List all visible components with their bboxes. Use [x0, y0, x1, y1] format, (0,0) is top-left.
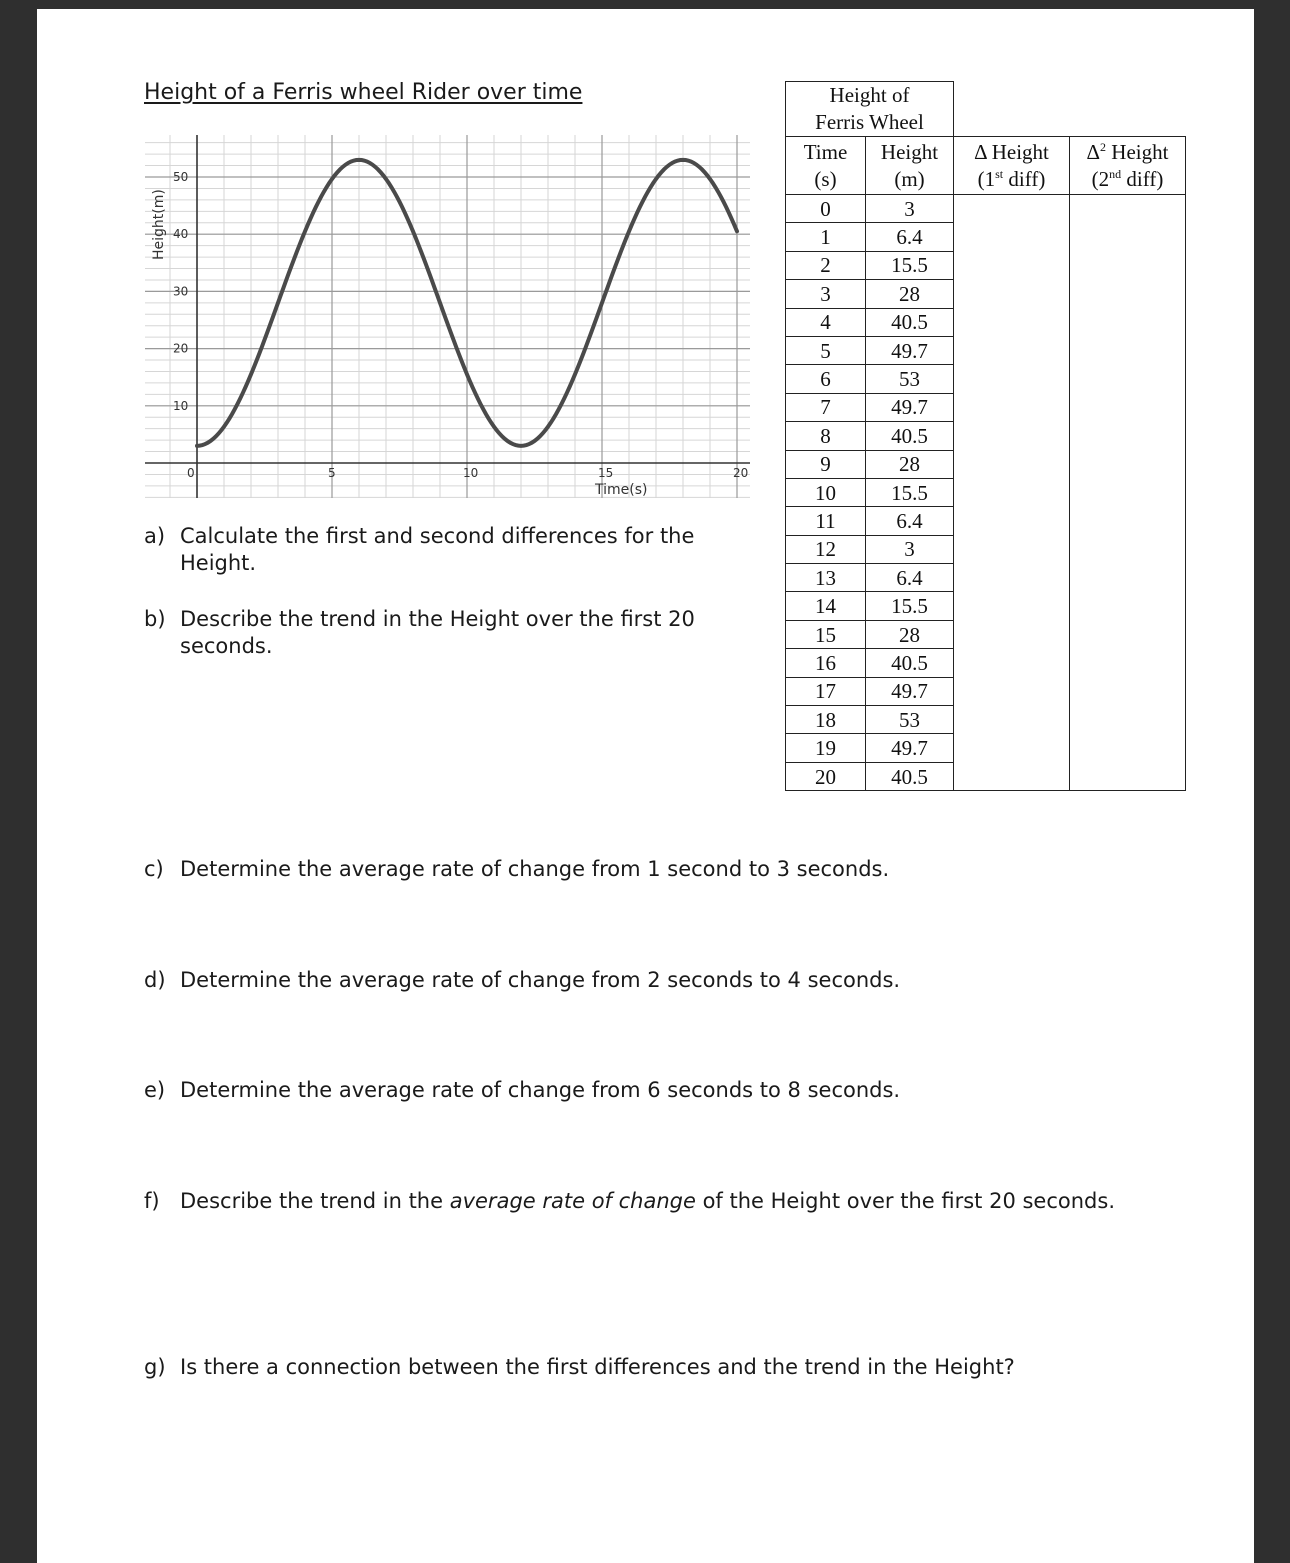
question-c-label: c)	[144, 857, 164, 881]
cell-time: 20	[786, 762, 866, 790]
data-point	[439, 301, 442, 304]
cell-time: 16	[786, 649, 866, 677]
question-e-text: Determine the average rate of change from 6 seconds to 8 seconds.	[180, 1078, 901, 1102]
cell-height: 28	[866, 450, 954, 478]
data-point	[385, 177, 388, 180]
question-f-emphasis: average rate of change	[449, 1189, 696, 1213]
second-diff-answer-column[interactable]	[1070, 195, 1186, 791]
question-d-label: d)	[144, 968, 166, 992]
header-time-line1: Time	[803, 139, 848, 164]
y-tick-label: 20	[173, 341, 189, 356]
cell-time: 12	[786, 535, 866, 563]
table-title	[786, 82, 954, 137]
header-time	[786, 137, 866, 195]
data-point	[412, 230, 415, 233]
cell-height: 49.7	[866, 393, 954, 421]
header-height-line1: Height	[880, 139, 939, 164]
header-first-diff	[954, 137, 1070, 195]
table-title-line2: Ferris Wheel	[815, 110, 924, 134]
height-time-chart	[140, 130, 752, 502]
question-b-label: b)	[144, 607, 166, 631]
data-point	[358, 158, 361, 161]
header-second-diff-sup: nd	[1109, 166, 1122, 181]
x-tick-label: 10	[463, 466, 479, 480]
data-point	[196, 444, 199, 447]
cell-height: 6.4	[866, 507, 954, 535]
question-f	[144, 1188, 1115, 1215]
cell-height: 53	[866, 706, 954, 734]
header-second-diff-power: 2	[1100, 139, 1107, 154]
data-point	[250, 373, 253, 376]
x-tick-label: 15	[598, 466, 614, 480]
cell-time: 10	[786, 478, 866, 506]
cell-time: 4	[786, 308, 866, 336]
data-point	[655, 177, 658, 180]
data-point	[709, 177, 712, 180]
question-a	[144, 523, 694, 577]
cell-time: 11	[786, 507, 866, 535]
data-point	[601, 301, 604, 304]
cell-time: 14	[786, 592, 866, 620]
height-table	[785, 81, 1186, 791]
question-g	[144, 1354, 1015, 1381]
height-table-container	[785, 81, 1186, 791]
data-point	[520, 444, 523, 447]
cell-time: 9	[786, 450, 866, 478]
question-a-line1: Calculate the first and second differences for the	[180, 524, 695, 548]
question-e	[144, 1077, 900, 1104]
question-b-line2: seconds.	[180, 634, 273, 658]
data-point	[223, 425, 226, 428]
cell-time: 15	[786, 620, 866, 648]
cell-time: 13	[786, 564, 866, 592]
x-tick-label: 20	[733, 466, 749, 480]
header-second-diff-close: diff)	[1121, 166, 1164, 191]
data-point	[304, 230, 307, 233]
y-tick-label: 10	[173, 398, 189, 413]
chart-y-axis-label: Height(m)	[151, 189, 167, 260]
cell-time: 2	[786, 251, 866, 279]
cell-height: 40.5	[866, 762, 954, 790]
table-title-line1: Height of	[829, 83, 910, 107]
cell-time: 17	[786, 677, 866, 705]
question-c	[144, 856, 889, 883]
question-g-label: g)	[144, 1355, 166, 1379]
cell-time: 5	[786, 336, 866, 364]
data-point	[682, 158, 685, 161]
header-first-diff-line1: Δ Height	[974, 139, 1049, 164]
data-point	[331, 177, 334, 180]
cell-height: 28	[866, 620, 954, 648]
question-a-line2: Height.	[180, 551, 257, 575]
question-a-label: a)	[144, 524, 166, 548]
header-first-diff-open: (1	[977, 166, 996, 191]
chart-y-ticks	[173, 170, 188, 413]
cell-height: 40.5	[866, 422, 954, 450]
header-second-diff-open: (2	[1091, 166, 1110, 191]
header-first-diff-close: diff)	[1003, 166, 1046, 191]
question-c-text: Determine the average rate of change from 1 second to 3 seconds.	[180, 857, 890, 881]
header-second-diff	[1070, 137, 1186, 195]
cell-height: 3	[866, 535, 954, 563]
data-point	[628, 230, 631, 233]
cell-height: 15.5	[866, 592, 954, 620]
header-second-diff-line1	[1070, 139, 1185, 166]
cell-height: 49.7	[866, 336, 954, 364]
y-tick-label: 50	[173, 170, 189, 184]
cell-time: 3	[786, 280, 866, 308]
cell-time: 8	[786, 422, 866, 450]
question-b	[144, 606, 695, 660]
question-g-text: Is there a connection between the first differences and the trend in the Height?	[180, 1355, 1015, 1379]
cell-time: 1	[786, 223, 866, 251]
question-e-label: e)	[144, 1078, 166, 1102]
chart-x-axis-label: Time(s)	[595, 482, 648, 498]
cell-time: 6	[786, 365, 866, 393]
data-point	[574, 373, 577, 376]
header-height-line2: (m)	[894, 166, 925, 191]
data-point	[736, 230, 739, 233]
cell-time: 18	[786, 706, 866, 734]
data-point	[277, 301, 280, 304]
table-blank-corner	[954, 82, 1186, 137]
y-tick-label: 30	[173, 284, 189, 299]
header-height	[866, 137, 954, 195]
data-point	[493, 425, 496, 428]
x-tick-label: 5	[328, 466, 336, 480]
y-tick-label: 40	[173, 227, 189, 242]
cell-height: 40.5	[866, 649, 954, 677]
cell-time: 0	[786, 195, 866, 223]
question-b-line1: Describe the trend in the Height over the first 20	[180, 607, 695, 631]
cell-height: 53	[866, 365, 954, 393]
header-second-diff-delta: Δ	[1086, 139, 1101, 164]
chart-major-grid	[145, 135, 750, 498]
cell-height: 49.7	[866, 677, 954, 705]
cell-height: 49.7	[866, 734, 954, 762]
question-d-text: Determine the average rate of change from 2 seconds to 4 seconds.	[180, 968, 901, 992]
cell-height: 6.4	[866, 564, 954, 592]
first-diff-answer-column[interactable]	[954, 195, 1070, 791]
cell-height: 15.5	[866, 251, 954, 279]
cell-height: 6.4	[866, 223, 954, 251]
question-f-post: of the Height over the first 20 seconds.	[695, 1189, 1115, 1213]
table-row	[786, 195, 1186, 223]
cell-time: 7	[786, 393, 866, 421]
cell-height: 15.5	[866, 478, 954, 506]
cell-height: 28	[866, 280, 954, 308]
chart-x-ticks	[187, 466, 748, 480]
header-time-line2: (s)	[814, 166, 837, 191]
cell-height: 40.5	[866, 308, 954, 336]
header-first-diff-sup: st	[995, 166, 1004, 181]
header-second-diff-word: Height	[1106, 139, 1169, 164]
x-tick-label: 0	[187, 466, 195, 480]
data-point	[547, 425, 550, 428]
header-first-diff-line2	[954, 166, 1069, 193]
cell-height: 3	[866, 195, 954, 223]
data-point	[466, 373, 469, 376]
question-d	[144, 967, 900, 994]
question-f-label: f)	[144, 1189, 160, 1213]
cell-time: 19	[786, 734, 866, 762]
chart-title: Height of a Ferris wheel Rider over time	[144, 80, 583, 105]
chart-axes	[145, 135, 750, 498]
chart-minor-grid	[145, 135, 750, 498]
header-second-diff-line2	[1070, 166, 1185, 193]
question-f-pre: Describe the trend in the	[180, 1189, 450, 1213]
